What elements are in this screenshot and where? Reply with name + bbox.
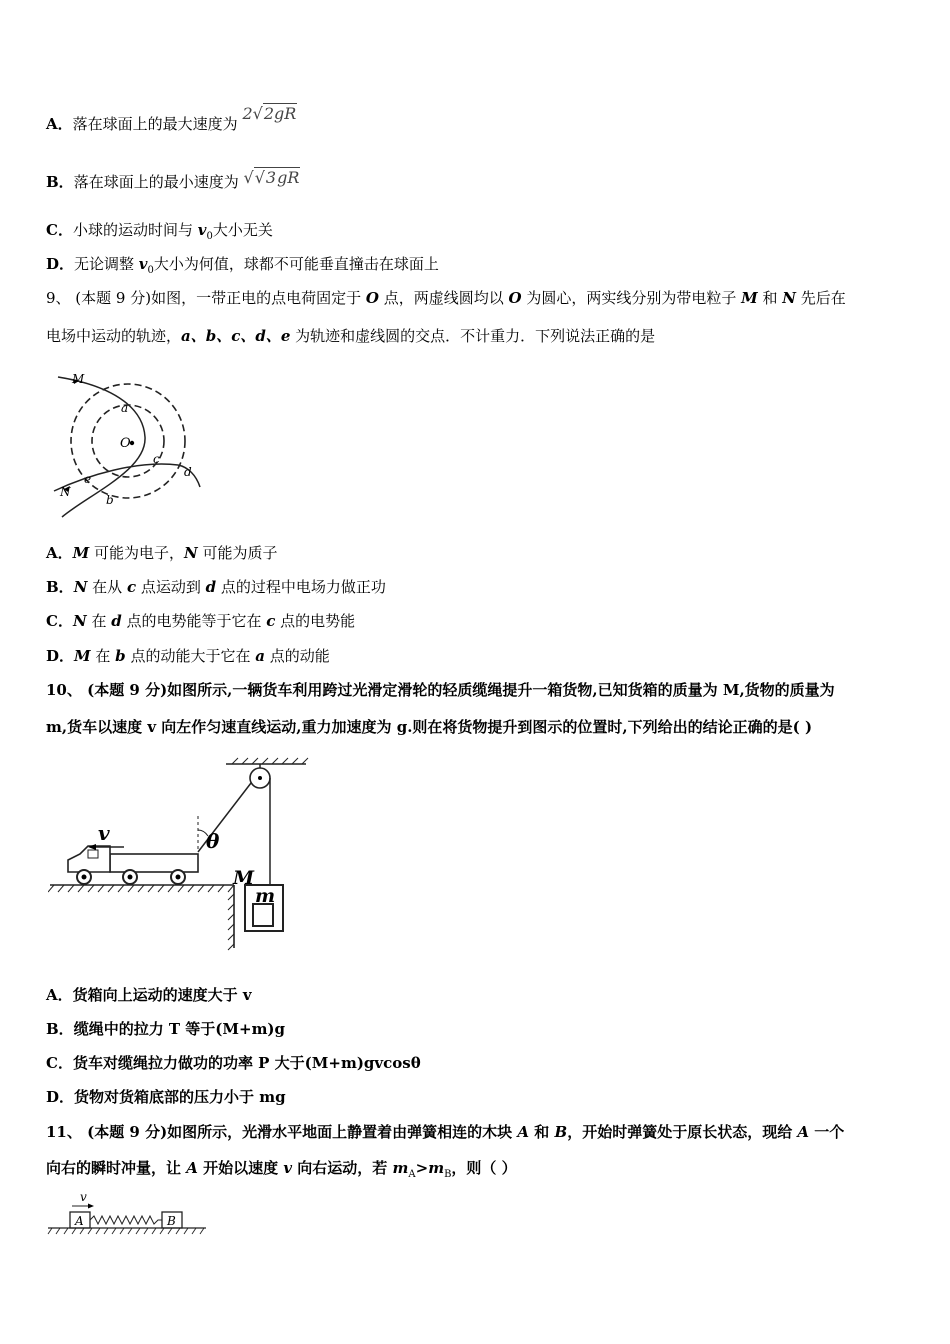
var: N bbox=[782, 289, 796, 307]
label-b: B bbox=[167, 1214, 176, 1228]
var: b bbox=[115, 647, 126, 665]
q10-option-c bbox=[46, 1053, 421, 1073]
trajectory-m bbox=[58, 377, 145, 517]
option-text: 货车对缆绳拉力做功的功率 P 大于(M+m)gvcosθ bbox=[72, 1054, 421, 1072]
text: 点的过程中电场力做正功 bbox=[216, 578, 386, 596]
option-label: A． bbox=[46, 544, 73, 562]
var: v bbox=[283, 1159, 293, 1177]
q9-option-c bbox=[46, 611, 355, 631]
text: 11、 (本题 9 分)如图所示，光滑水平地面上静置着由弹簧相连的木块 bbox=[46, 1123, 518, 1141]
text: 9、 (本题 9 分)如图，一带正电的点电荷固定于 bbox=[46, 289, 366, 307]
option-label: A． bbox=[46, 986, 73, 1004]
var-v: v bbox=[197, 221, 207, 239]
text: 在 bbox=[90, 647, 116, 665]
spring bbox=[90, 1216, 162, 1224]
text: 先后在 bbox=[796, 289, 846, 307]
sub: B bbox=[444, 1169, 452, 1180]
text: 点运动到 bbox=[136, 578, 206, 596]
q8-option-d-label: D． bbox=[46, 255, 75, 273]
q9-field-figure bbox=[48, 365, 208, 525]
var: M bbox=[741, 289, 758, 307]
var: O bbox=[365, 289, 379, 307]
q10-stem-line2: m,货车以速度 v 向左作匀速直线运动,重力加速度为 g.则在将货物提升到图示的位置时,下列给出的结论正确的是( ) bbox=[46, 718, 813, 736]
var: d bbox=[111, 612, 122, 630]
option-label: C． bbox=[46, 1054, 73, 1072]
q8-option-b bbox=[46, 168, 300, 192]
q11-stem-line2 bbox=[46, 1158, 517, 1185]
text: 向右的瞬时冲量，让 bbox=[46, 1159, 187, 1177]
text: 可能为电子， bbox=[89, 544, 185, 562]
q10-truck-pulley-figure bbox=[48, 756, 318, 951]
q8-option-a-label: A． bbox=[46, 115, 73, 133]
formula-coef: 2 bbox=[242, 104, 253, 123]
var: M bbox=[74, 647, 91, 665]
text: 点的电势能 bbox=[275, 612, 356, 630]
q8-option-a-formula: 2√2gR bbox=[242, 104, 297, 123]
q9-stem-line2 bbox=[46, 326, 655, 346]
label-c: c bbox=[153, 452, 160, 466]
label-theta: θ bbox=[206, 829, 220, 853]
q8-option-c bbox=[46, 220, 273, 247]
text: 大小为何值，球都不可能垂直撞击在球面上 bbox=[153, 255, 439, 273]
var: N bbox=[73, 578, 88, 596]
label-b: b bbox=[106, 493, 114, 507]
var: m bbox=[392, 1159, 409, 1177]
label-m: M bbox=[72, 372, 85, 386]
text: 在从 bbox=[87, 578, 127, 596]
var: a bbox=[255, 647, 265, 665]
label-m: m bbox=[255, 885, 276, 907]
option-text: 缆绳中的拉力 T 等于(M+m)g bbox=[73, 1020, 286, 1038]
q8-option-a-text: 落在球面上的最大速度为 bbox=[72, 115, 238, 133]
label-a: A bbox=[75, 1214, 84, 1228]
var: N bbox=[72, 612, 87, 630]
label-n: N bbox=[60, 485, 71, 499]
q9-option-b bbox=[46, 577, 386, 597]
text: 一个 bbox=[809, 1123, 845, 1141]
var: c bbox=[266, 612, 276, 630]
q8-option-b-label: B． bbox=[46, 173, 74, 191]
label-v: v bbox=[80, 1190, 87, 1204]
var: N bbox=[184, 544, 198, 562]
var: A bbox=[186, 1159, 198, 1177]
text: 电场中运动的轨迹， bbox=[46, 327, 182, 345]
text: 小球的运动时间与 bbox=[72, 221, 198, 239]
q10-stem-line1: 10、 (本题 9 分)如图所示,一辆货车利用跨过光滑定滑轮的轻质缆绳提升一箱货物,已知货箱的质量为 M,货物的质量为 bbox=[46, 681, 835, 699]
truck-bed bbox=[110, 854, 198, 872]
text: 可能为质子 bbox=[197, 544, 278, 562]
label-d: d bbox=[184, 465, 192, 479]
text: 点，两虚线圆均以 bbox=[378, 289, 509, 307]
option-text: 货物对货箱底部的压力小于 mg bbox=[74, 1088, 286, 1106]
text: 开始以速度 bbox=[197, 1159, 284, 1177]
label-a: a bbox=[121, 401, 129, 415]
var: m bbox=[428, 1159, 445, 1177]
option-text: 货箱向上运动的速度大于 v bbox=[72, 986, 252, 1004]
text: 大小无关 bbox=[212, 221, 273, 239]
text: ，则（ ） bbox=[451, 1159, 517, 1177]
var-v: v bbox=[138, 255, 148, 273]
formula-rest: gR bbox=[277, 168, 300, 187]
text: 为圆心，两实线分别为带电粒子 bbox=[521, 289, 742, 307]
var: B bbox=[554, 1123, 568, 1141]
sub: 0 bbox=[206, 231, 213, 242]
cargo-goods bbox=[253, 904, 273, 926]
var: d bbox=[205, 578, 217, 596]
text: 向右运动，若 bbox=[292, 1159, 393, 1177]
option-label: D． bbox=[46, 1088, 75, 1106]
option-label: B． bbox=[46, 578, 74, 596]
var: A bbox=[517, 1123, 530, 1141]
var: a、b、c、d、e bbox=[181, 327, 291, 345]
label-M: M bbox=[233, 867, 255, 889]
var: M bbox=[72, 544, 90, 562]
text: ，开始时弹簧处于原长状态，现给 bbox=[567, 1123, 798, 1141]
q8-option-b-formula: √√3gR bbox=[243, 168, 300, 187]
q9-stem-line1 bbox=[46, 288, 846, 308]
var: O bbox=[508, 289, 522, 307]
q10-option-b bbox=[46, 1019, 285, 1039]
text: 为轨迹和虚线圆的交点．不计重力．下列说法正确的是 bbox=[290, 327, 656, 345]
q11-spring-blocks-figure bbox=[46, 1190, 211, 1240]
text: 和 bbox=[529, 1123, 555, 1141]
q8-option-d bbox=[46, 254, 439, 281]
formula-radicand: 2gR bbox=[263, 104, 297, 123]
q10-option-d bbox=[46, 1087, 286, 1107]
label-e: e bbox=[84, 472, 92, 486]
text: 点的电势能等于它在 bbox=[121, 612, 267, 630]
text: 在 bbox=[86, 612, 112, 630]
sub: A bbox=[408, 1169, 416, 1180]
q9-option-a bbox=[46, 543, 278, 563]
text: > bbox=[415, 1159, 429, 1177]
text: 点的动能 bbox=[264, 647, 330, 665]
q8-option-a bbox=[46, 104, 297, 134]
option-label: D． bbox=[46, 647, 75, 665]
var: A bbox=[797, 1123, 810, 1141]
q11-stem-line1 bbox=[46, 1122, 844, 1142]
var: c bbox=[126, 578, 137, 596]
text: 和 bbox=[757, 289, 783, 307]
formula-inner-radicand: 3 bbox=[265, 168, 277, 187]
q8-option-c-label: C． bbox=[46, 221, 73, 239]
q10-option-a bbox=[46, 985, 252, 1005]
velocity-arrow bbox=[88, 1204, 94, 1209]
label-o: O bbox=[120, 436, 131, 451]
q9-option-d bbox=[46, 646, 330, 666]
text: 点的动能大于它在 bbox=[125, 647, 256, 665]
option-label: B． bbox=[46, 1020, 74, 1038]
option-label: C． bbox=[46, 612, 73, 630]
sub: 0 bbox=[147, 265, 154, 276]
label-v: v bbox=[98, 821, 110, 845]
text: 无论调整 bbox=[74, 255, 139, 273]
q8-option-b-text: 落在球面上的最小速度为 bbox=[73, 173, 239, 191]
